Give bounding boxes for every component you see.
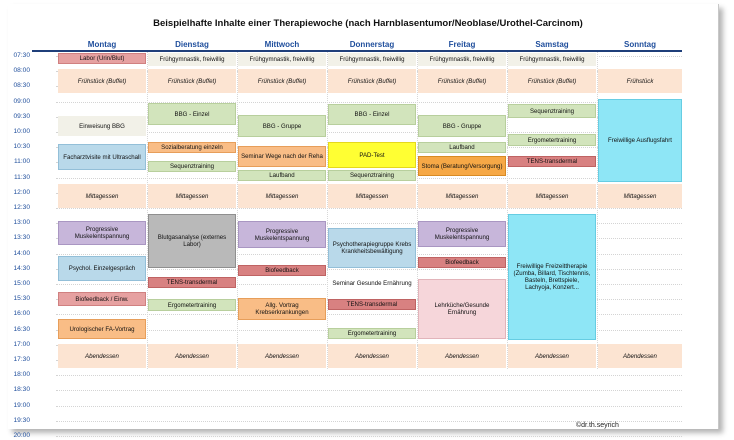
event-thursday-seminar: Seminar Gesunde Ernährung [328,276,416,290]
time-label: 11:00 [13,158,30,166]
event-thursday-ergo: Ergometertraining [328,328,416,339]
time-label: 10:00 [13,128,30,135]
copyright-credit: ©dr.th.seyrich [576,422,619,429]
event-friday-bbg: BBG - Gruppe [418,115,506,137]
event-saturday-sequenz: Sequenztraining [508,104,596,118]
time-label: 14:30 [13,264,30,272]
time-label: 08:30 [13,82,30,90]
event-tuesday-blutgas: Blutgasanalyse (externes Labor) [148,214,236,268]
time-label: 09:00 [13,97,30,105]
page-title: Beispielhafte Inhalte einer Therapiewoche (nach Harnblasentumor/Neoblase/Urothel-Carcinom) [153,18,583,29]
time-label: 18:30 [13,386,30,394]
grid-line [56,132,682,133]
event-thursday-gym: Frühgymnastik, freiwillig [328,53,416,66]
event-wednesday-seminar: Seminar Wege nach der Reha [238,146,326,167]
event-tuesday-lunch: Mittagessen [148,184,236,208]
event-sunday-lunch: Mittagessen [598,184,682,208]
time-label: 19:00 [13,401,30,409]
event-thursday-bbg: BBG - Einzel [328,104,416,125]
grid-line [56,375,682,376]
event-wednesday-lunch: Mittagessen [238,184,326,208]
column-divider [147,52,148,369]
event-friday-lehrkueche: Lehrküche/Gesunde Ernährung [418,279,506,339]
grid-line [56,208,682,209]
event-monday-pmr: Progressive Muskelentspannung [58,221,146,245]
event-wednesday-dinner: Abendessen [238,344,326,368]
time-label: 15:00 [13,280,30,287]
event-tuesday-sozial: Sozialberatung einzeln [148,142,236,153]
day-header-saturday: Samstag [535,40,569,49]
time-label: 13:30 [13,234,30,242]
header-divider [32,50,682,52]
event-wednesday-laufband: Laufband [238,170,326,181]
day-header-tuesday: Dienstag [175,40,209,49]
event-saturday-tens: TENS-transdermal [508,156,596,167]
event-thursday-tens: TENS-transdermal [328,299,416,310]
time-label: 14:00 [13,249,30,257]
event-friday-breakfast: Frühstück (Buffet) [418,69,506,93]
event-thursday-sequenz: Sequenztraining [328,170,416,181]
event-saturday-ergo: Ergometertraining [508,134,596,146]
time-label: 10:30 [13,143,30,151]
event-friday-pmr: Progressive Muskelentspannung [418,221,506,247]
time-label: 19:30 [13,416,30,424]
day-header-thursday: Donnerstag [349,40,395,49]
time-label: 12:00 [13,188,30,196]
event-tuesday-ergo: Ergometertraining [148,299,236,311]
column-divider [237,52,238,369]
event-monday-breakfast: Frühstück (Buffet) [58,69,146,93]
event-monday-labor: Labor (Urin/Blut) [58,53,146,64]
event-monday-biofeedback: Biofeedback / Einw. [58,292,146,306]
event-friday-laufband: Laufband [418,142,506,153]
time-label: 17:30 [13,356,30,363]
event-saturday-gym: Frühgymnastik, freiwillig [508,53,596,66]
time-label: 09:30 [13,112,30,120]
time-label: 18:00 [13,371,30,379]
event-tuesday-breakfast: Frühstück (Buffet) [148,69,236,93]
event-thursday-breakfast: Frühstück (Buffet) [328,69,416,93]
event-wednesday-pmr: Progressive Muskelentspannung [238,221,326,248]
event-tuesday-gym: Frühgymnastik, freiwillig [148,53,236,66]
event-thursday-lunch: Mittagessen [328,184,416,208]
time-label: 17:00 [13,340,30,348]
day-header-row [8,40,718,50]
day-header-friday: Freitag [448,40,476,49]
event-saturday-dinner: Abendessen [508,344,596,368]
event-friday-lunch: Mittagessen [418,184,506,208]
time-label: 12:30 [13,204,30,211]
event-friday-biofeedback: Biofeedback [418,257,506,268]
time-label: 11:30 [13,173,30,181]
time-label: 08:00 [13,67,30,75]
event-thursday-dinner: Abendessen [328,344,416,368]
grid-line [56,406,682,407]
time-label: 07:30 [13,52,30,59]
event-tuesday-bbg: BBG - Einzel [148,103,236,125]
event-monday-lunch: Mittagessen [58,184,146,208]
day-header-monday: Montag [87,40,117,49]
day-header-wednesday: Mittwoch [264,40,300,49]
event-wednesday-biofeedback: Biofeedback [238,265,326,276]
grid-line [56,390,682,391]
event-sunday-dinner: Abendessen [598,344,682,368]
time-label: 15:30 [13,295,30,303]
event-saturday-lunch: Mittagessen [508,184,596,208]
event-monday-psych: Psychol. Einzelgespräch [58,256,146,281]
event-friday-dinner: Abendessen [418,344,506,368]
event-tuesday-tens: TENS-transdermal [148,277,236,288]
event-wednesday-vortrag: Allg. Vortrag Krebserkrankungen [238,298,326,320]
event-monday-visite: Facharztvisite mit Ultraschall [58,144,146,170]
column-divider [327,52,328,369]
event-wednesday-gym: Frühgymnastik, freiwillig [238,53,326,66]
event-thursday-psycho: Psychotherapiegruppe Krebs Krankheitsbewältigung [328,228,416,268]
event-saturday-breakfast: Frühstück (Buffet) [508,69,596,93]
event-saturday-freizeit: Freiwillige Freizeittherapie (Zumba, Billard, Tischtennis, Basteln, Brettspiele, Lachyoja, Konzert... [508,214,596,340]
event-tuesday-dinner: Abendessen [148,344,236,368]
event-friday-gym: Frühgymnastik, freiwillig [418,53,506,66]
time-label: 20:00 [13,432,30,439]
event-monday-vortrag: Urologischer FA-Vortrag [58,319,146,339]
event-friday-stoma: Stoma (Beratung/Versorgung) [418,156,506,176]
event-monday-einweisung: Einweisung BBG [58,116,146,136]
event-wednesday-breakfast: Frühstück (Buffet) [238,69,326,93]
event-wednesday-bbg: BBG - Gruppe [238,115,326,137]
time-label: 13:00 [13,219,30,227]
schedule-page [8,4,719,439]
day-header-sunday: Sonntag [624,40,656,49]
event-monday-dinner: Abendessen [58,344,146,368]
event-tuesday-sequenz: Sequenztraining [148,161,236,172]
event-sunday-ausflug: Freiwillige Ausflugsfahrt [598,99,682,182]
event-sunday-breakfast: Frühstück [598,69,682,93]
event-thursday-pad: PAD-Test [328,142,416,168]
time-label: 16:30 [13,325,30,333]
time-label: 16:00 [13,310,30,318]
